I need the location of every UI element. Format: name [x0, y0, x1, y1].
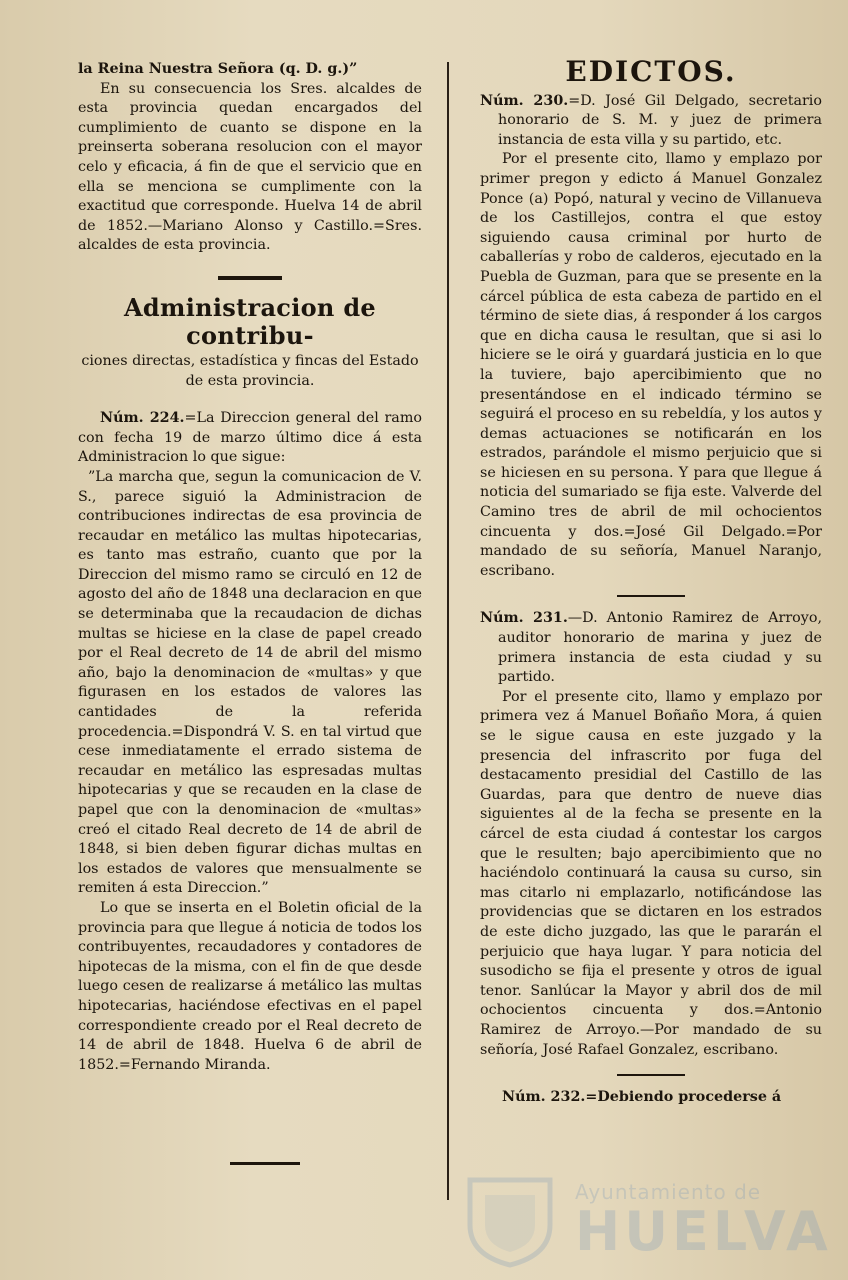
item-separator	[617, 1074, 685, 1076]
column-divider	[447, 62, 449, 1200]
bottom-separator	[230, 1162, 300, 1165]
item-230-body: Por el presente cito, llamo y emplazo por primer pregon y edicto á Manuel Gonzalez Ponce (a) Popó, natural y vecino de Villanueva de los Castillejos, contra el que estoy siguiendo causa criminal por hurto de caballerías y robo de calderos, ejecutado en la Puebla de Guzman, para que se presente en la cárcel pública de esta cabeza de partido en el término de siete dias, á responder á los cargos que en dicha causa le resultan, que si asi lo hiciere se le oirá y guardará justicia en lo que la tuviere, bajo apercibimiento que no presentándose en el indicado término se seguirá el proceso en su rebeldía, y los autos y demas actuaciones se notificarán en los estrados, parándole el mismo perjuicio que si se hiciesen en su persona. Y para que llegue á noticia del sumariado se fija este. Valverde del Camino tres de abril de mil ochocientos cincuenta y dos.=José Gil Delgado.=Por mandado de su señoría, Manuel Naranjo, escribano.	[480, 151, 822, 579]
item-231-header: —D. Antonio Ramirez de Arroyo, auditor honorario de marina y juez de primera instancia de esta ciudad y su partido.	[498, 610, 822, 686]
item-230-header: =D. José Gil Delgado, secretario honorario de S. M. y juez de primera instancia de esta villa y su partido, etc.	[498, 92, 822, 148]
item-224-closing: Lo que se inserta en el Boletin oficial de la provincia para que llegue á noticia de todos los contribuyentes, recaudadores y contadores de hipotecas de la misma, con el fin de que desde luego cesen de realizarse á metálico las multas hipotecarias, haciéndose efectivas en el papel correspondiente creado por el Real decreto de 14 de abril de 1848. Huelva 6 de abril de 1852.=Fernando Miranda.	[78, 899, 422, 1073]
item-230-header-paragraph	[480, 92, 822, 151]
item-224-lead-paragraph	[78, 409, 422, 468]
item-224-lead: =La Direccion general del ramo con fecha 19 de marzo último dice á esta Administracion lo que sigue:	[78, 410, 422, 466]
right-column	[480, 55, 822, 1108]
item-231-body: Por el presente cito, llamo y emplazo por primera vez á Manuel Boñaño Mora, á quien se le sigue causa en este juzgado y la presencia del infrascrito por fuga del destacamento presidial del Castillo de las Guardas, para que dentro de nueve dias siguientes al de la fecha se presente en la cárcel de esta ciudad á contestar los cargos que le resulten; bajo apercibimiento que no haciéndolo continuará la causa su curso, sin mas citarlo ni emplazarlo, notificándose las providencias que se dictaren en los estrados de este dicho juzgado, las que le pararán el perjuicio que haya lugar. Y para noticia del susodicho se fija el presente y otros de igual tenor. Sanlúcar la Mayor y abril dos de mil ochocientos cincuenta y dos.=Antonio Ramirez de Arroyo.—Por mandado de su señoría, José Rafael Gonzalez, escribano.	[480, 688, 822, 1058]
item-232-text: =Debiendo procederse á	[585, 1089, 782, 1106]
watermark-small-text: Ayuntamiento de	[575, 1180, 762, 1204]
watermark	[455, 1170, 832, 1270]
section-subtitle: ciones directas, estadística y fincas del Estado de esta provincia.	[81, 352, 419, 389]
item-232-paragraph	[480, 1088, 822, 1108]
item-231-header-paragraph	[480, 609, 822, 687]
item-224-quote: ”La marcha que, segun la comunicacion de V. S., parece siguió la Administracion de contribuciones indirectas de esa provincia de recaudar en metálico las multas hipotecarias, es tanto mas estraño, cuanto que por la Direccion del mismo ramo se circuló en 12 de agosto del año de 1848 una declaracion en que se determinaba que la recaudacion de dichas multas se hiciese en la clase de papel creado por el Real decreto de 14 de abril del mismo año, bajo la denominacion de «multas» y que figurasen en los estados de valores las cantidades de la referida procedencia.=Dispondrá V. S. en tal virtud que cese inmediatamente el errado sistema de recaudar en metálico las espresadas multas hipotecarias y que se recauden en la clase de papel que con la denominacion de «multas» creó el citado Real decreto de 14 de abril de 1848, si bien deben figurar dichas multas en los estados de valores que mensualmente se remiten á esta Direccion.”	[78, 468, 422, 897]
intro-line: la Reina Nuestra Señora (q. D. g.)”	[78, 61, 358, 77]
item-232-number: Núm. 232.	[502, 1089, 586, 1106]
section-separator	[218, 276, 282, 280]
coat-of-arms-icon	[455, 1170, 565, 1270]
item-231-number: Núm. 231.	[480, 610, 568, 627]
left-column	[78, 60, 422, 1075]
section-title: Administracion de contribu-	[124, 292, 376, 350]
item-224-number: Núm. 224.	[100, 410, 185, 427]
item-separator	[617, 595, 685, 597]
item-230-number: Núm. 230.	[480, 92, 569, 109]
watermark-big-text: HUELVA	[575, 1200, 832, 1263]
edictos-heading: EDICTOS.	[565, 55, 737, 88]
intro-paragraph: En su consecuencia los Sres. alcaldes de esta provincia quedan encargados del cumplimiento de cuanto se dispone en la preinserta soberana resolucion con el mayor celo y eficacia, á fin de que el servicio que en ella se menciona se cumplimente con la exactitud que corresponde. Huelva 14 de abril de 1852.—Mariano Alonso y Castillo.=Sres. alcaldes de esta provincia.	[78, 80, 422, 254]
